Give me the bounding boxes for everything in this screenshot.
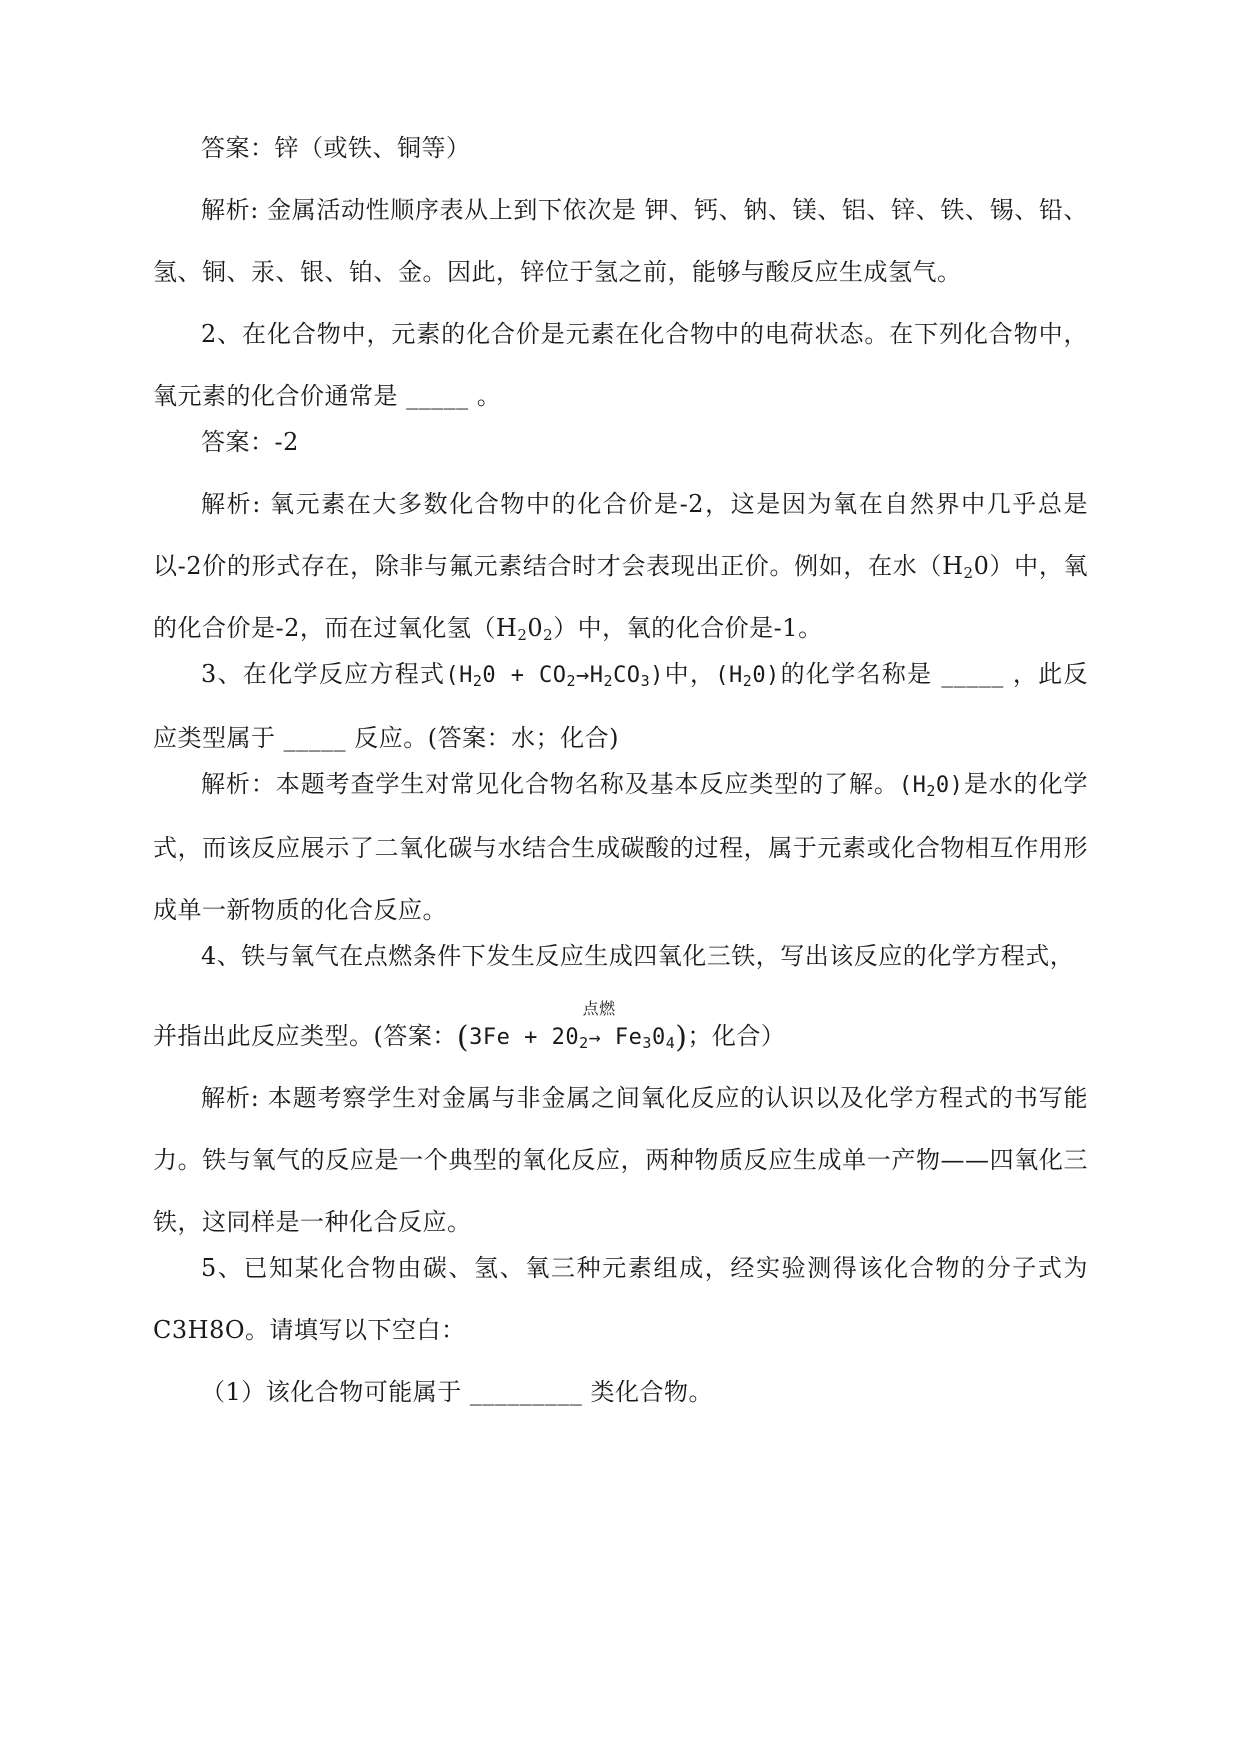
analysis-2-part-c: ）中，氧的化合价是-1。: [553, 614, 823, 642]
subscript: 3: [642, 1034, 652, 1052]
answer-2: 答案：-2: [201, 428, 299, 456]
formula-part: (H: [898, 773, 927, 798]
formula-part: 3Fe +: [469, 1025, 552, 1050]
question-3-tail: 的化学名称是 _____ ，此反应类型属于 _____ 反应。(答案：水；化合): [153, 660, 1088, 752]
question-3-lead: 3、在化学反应方程式: [201, 660, 446, 688]
question-4-answer-tail: ；化合）: [687, 1022, 786, 1050]
arrow-glyph: →: [588, 1025, 602, 1049]
formula-water: [715, 663, 780, 688]
analysis-2-part-b: 0）中，氧的化合价是-2，而在过氧化氢（H: [153, 552, 1088, 642]
formula-part: 0 + CO: [482, 663, 567, 688]
analysis-3-lead: 解析：本题考查学生对常见化合物名称及基本反应类型的了解。: [201, 770, 899, 798]
open-paren: (: [456, 1020, 470, 1055]
formula-part: 0): [752, 663, 780, 688]
formula-part: ): [650, 663, 664, 688]
subscript: 3: [640, 672, 651, 690]
answer-1: 答案：锌（或铁、铜等）: [201, 134, 471, 162]
equation-iron-oxygen: [456, 999, 688, 1055]
subscript: 2: [579, 1034, 589, 1052]
close-paren: ): [675, 1020, 688, 1055]
subscript: 2: [566, 672, 577, 690]
reaction-arrow: [582, 999, 616, 1068]
question-4-answer: [153, 999, 1088, 1069]
analysis-3-tail: 是水的化学式，而该反应展示了二氧化碳与水结合生成碳酸的过程，属于元素或化合物相互作用形成单一新物质的化合反应。: [153, 770, 1089, 924]
formula-part: (H: [715, 663, 743, 688]
formula-part: H: [589, 663, 604, 688]
analysis-4: 解析: 本题考察学生对金属与非金属之间氧化反应的认识以及化学方程式的书写能力。铁与氧气的反应是一个典型的氧化反应，两种物质反应生成单一产物——四氧化三铁，这同样是一种化合反应。: [153, 1084, 1088, 1236]
analysis-2: [153, 473, 1088, 659]
subscript: 2: [742, 672, 753, 690]
reaction-condition: 点燃: [582, 999, 616, 1018]
formula-part: (H: [445, 663, 473, 688]
subscript: 2: [472, 672, 483, 690]
formula-part: 0: [651, 1025, 666, 1050]
question-3-mid: 中，: [663, 660, 716, 688]
formula-part: 20: [551, 1025, 580, 1050]
analysis-2-part-a: 解析: 氧元素在大多数化合物中的化合价是-2，这是因为氧在自然界中几乎总是以-2价的形式存在，除非与氟元素结合时才会表现出正价。例如，在水（H: [153, 490, 1088, 580]
reaction-arrow: →: [576, 663, 590, 688]
formula-part: CO: [613, 663, 641, 688]
question-5-part-1: （1）该化合物可能属于 _________ 类化合物。: [201, 1378, 714, 1406]
question-5: 5、已知某化合物由碳、氢、氧三种元素组成，经实验测得该化合物的分子式为C3H8O。请填写以下空白：: [153, 1254, 1088, 1344]
question-2: 2、在化合物中，元素的化合价是元素在化合物中的电荷状态。在下列化合物中，氧元素的化合价通常是 _____ 。: [153, 320, 1088, 410]
formula-part: 0): [935, 773, 964, 798]
subscript: 2: [963, 564, 974, 582]
formula-part: Fe: [601, 1025, 643, 1050]
subscript: 4: [665, 1034, 676, 1052]
subscript: 2: [543, 626, 554, 644]
equation-water-co2: [445, 663, 663, 688]
analysis-1: 解析: 金属活动性顺序表从上到下依次是 钾、钙、钠、镁、铝、锌、铁、锡、铅、氢、铜、汞、银、铂、金。因此，锌位于氢之前，能够与酸反应生成氢气。: [153, 196, 1088, 286]
subscript: 2: [926, 782, 936, 800]
question-4-answer-lead: 并指出此反应类型。(答案：: [153, 1022, 457, 1050]
formula-water: [899, 773, 964, 798]
analysis-3: [153, 753, 1088, 941]
subscript: 2: [603, 672, 614, 690]
formula-part: 0: [527, 614, 544, 642]
question-3: [153, 643, 1088, 769]
subscript: 2: [517, 626, 528, 644]
question-4: 4、铁与氧气在点燃条件下发生反应生成四氧化三铁，写出该反应的化学方程式，: [201, 942, 1075, 970]
